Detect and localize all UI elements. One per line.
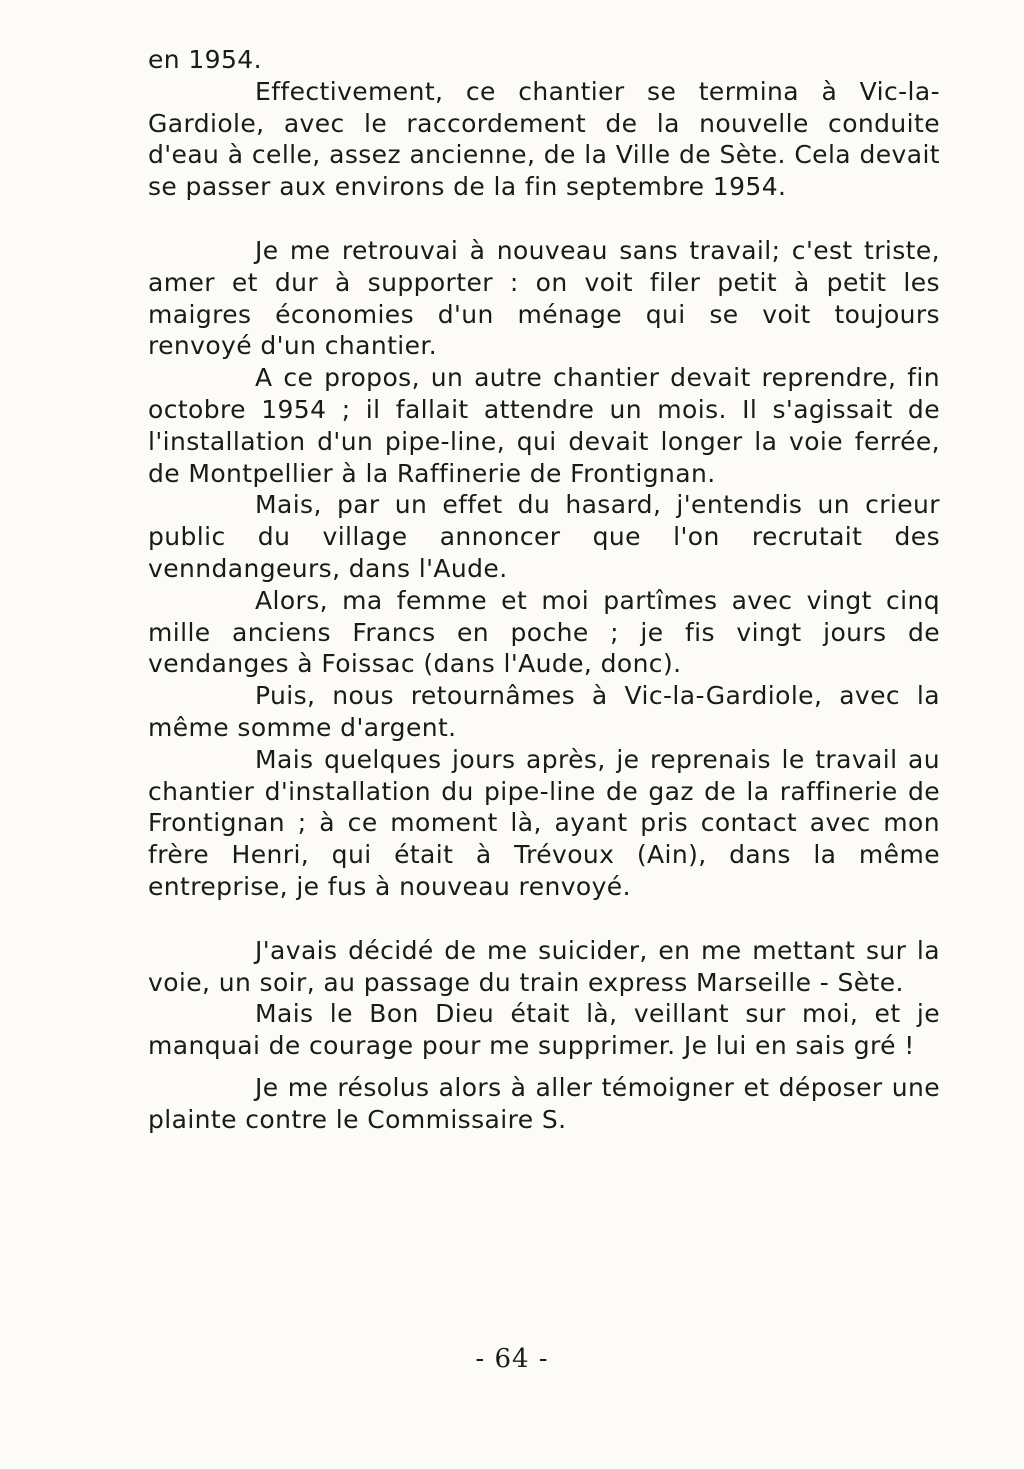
paragraph: Mais le Bon Dieu était là, veillant sur moi, et je manquai de courage pour me supprimer. Je lui en sais gré ! — [148, 999, 940, 1061]
paragraph: A ce propos, un autre chantier devait reprendre, fin octobre 1954 ; il fallait attendre un mois. Il s'agissait de l'installation d'un pipe-line, qui devait longer la voie ferrée, de Montpellier à la Raffinerie de Frontignan. — [148, 363, 940, 488]
paragraph: Mais, par un effet du hasard, j'entendis un crieur public du village annoncer que l'on recrutait des venndangeurs, dans l'Aude. — [148, 490, 940, 583]
paragraph: Puis, nous retournâmes à Vic-la-Gardiole, avec la même somme d'argent. — [148, 681, 940, 742]
paragraph: J'avais décidé de me suicider, en me mettant sur la voie, un soir, au passage du train express Marseille - Sète. — [148, 935, 940, 997]
paragraph-continuation: en 1954. — [148, 45, 262, 74]
page-number: - 64 - — [475, 1344, 549, 1374]
paragraph: Mais quelques jours après, je reprenais le travail au chantier d'installation du pipe-line de gaz de la raffinerie de Frontignan ; à ce moment là, ayant pris contact avec mon frère Henri, qui était à Trévoux (Ain), dans la même entreprise, je fus à nouveau renvoyé. — [148, 744, 940, 901]
body-text — [148, 44, 940, 1136]
paragraph: Je me résolus alors à aller témoigner et déposer une plainte contre le Commissaire S. — [148, 1072, 940, 1134]
paragraph: Alors, ma femme et moi partîmes avec vingt cinq mille anciens Francs en poche ; je fis vingt jours de vendanges à Foissac (dans l'Aude, donc). — [148, 585, 940, 679]
paragraph: Je me retrouvai à nouveau sans travail; c'est triste, amer et dur à supporter : on voit filer petit à petit les maigres économies d'un ménage qui se voit toujours renvoyé d'un chantier. — [148, 235, 940, 361]
paragraph: Effectivement, ce chantier se termina à Vic-la-Gardiole, avec le raccordement de la nouvelle conduite d'eau à celle, assez ancienne, de la Ville de Sète. Cela devait se passer aux environs de la fin septembre 1954. — [148, 76, 940, 202]
